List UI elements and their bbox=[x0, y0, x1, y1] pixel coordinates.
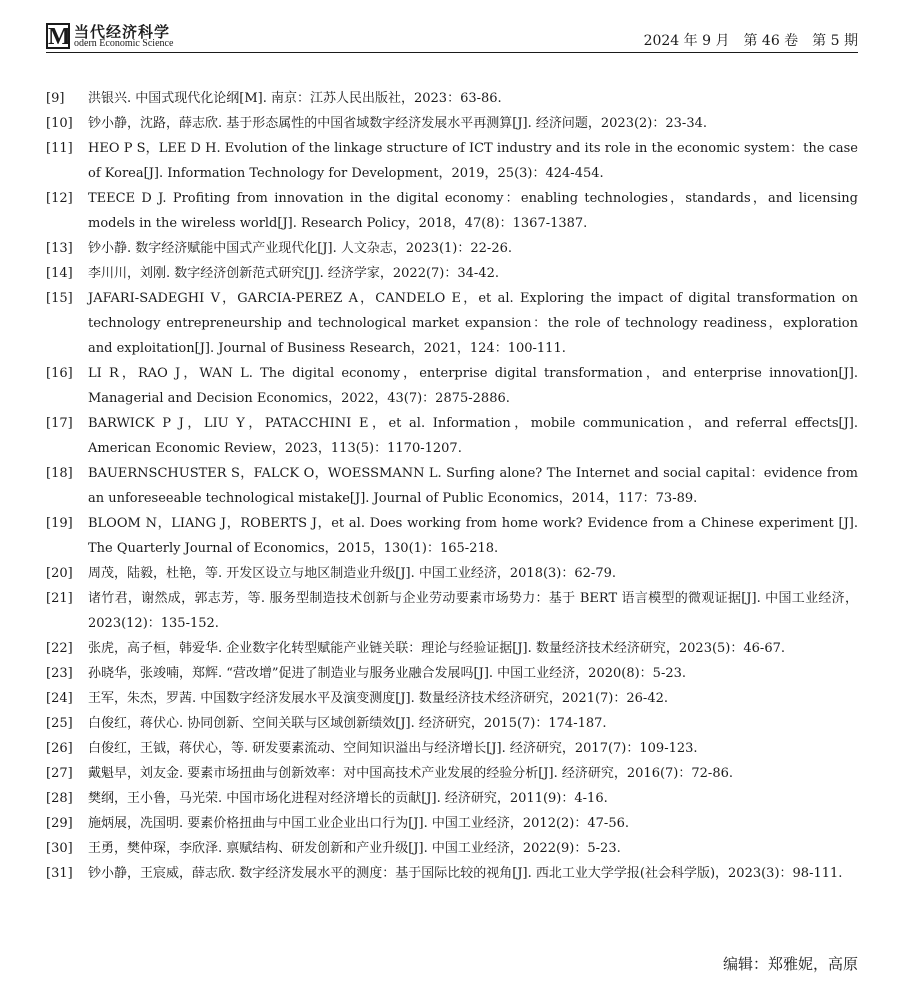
reference-text: 钞小静，王宸威，薛志欣. 数字经济发展水平的测度：基于国际比较的视角[J]. 西北工业大学学报(社会科学版)，2023(3)：98-111. bbox=[88, 866, 843, 881]
logo-letter: M bbox=[48, 24, 71, 50]
reference-item bbox=[46, 711, 858, 736]
reference-number: [21] bbox=[46, 591, 73, 606]
reference-text: 洪银兴. 中国式现代化论纲[M]. 南京：江苏人民出版社，2023：63-86. bbox=[88, 91, 502, 106]
reference-number: [31] bbox=[46, 866, 73, 881]
reference-text: 戴魁早，刘友金. 要素市场扭曲与创新效率：对中国高技术产业发展的经验分析[J]. 经济研究，2016(7)：72-86. bbox=[88, 766, 733, 781]
reference-text: 张虎，高子桓，韩爱华. 企业数字化转型赋能产业链关联：理论与经验证据[J]. 数量经济技术经济研究，2023(5)：46-67. bbox=[88, 641, 785, 656]
reference-item bbox=[46, 286, 858, 361]
reference-item bbox=[46, 861, 858, 886]
reference-number: [17] bbox=[46, 416, 73, 431]
reference-number: [23] bbox=[46, 666, 73, 681]
reference-item bbox=[46, 461, 858, 511]
reference-text: HEO P S，LEE D H. Evolution of the linkage structure of ICT industry and its role in the economic system：the case of Korea[J]. Information Technology for Development，2019，25(3)：424-454. bbox=[88, 141, 858, 181]
reference-number: [30] bbox=[46, 841, 73, 856]
reference-number: [18] bbox=[46, 466, 73, 481]
reference-text: 白俊红，王钺，蒋伏心，等. 研发要素流动、空间知识溢出与经济增长[J]. 经济研究，2017(7)：109-123. bbox=[88, 741, 698, 756]
reference-text: 孙晓华，张竣喃，郑辉. “营改增”促进了制造业与服务业融合发展吗[J]. 中国工业经济，2020(8)：5-23. bbox=[88, 666, 687, 681]
reference-item bbox=[46, 786, 858, 811]
issue-info: 2024 年 9 月 第 46 卷 第 5 期 bbox=[643, 33, 858, 49]
reference-number: [16] bbox=[46, 366, 73, 381]
reference-text: LI R，RAO J，WAN L. The digital economy，enterprise digital transformation，and enterprise innovation[J]. Managerial and Decision Economics，2022，43(7)：2875-2886. bbox=[88, 366, 858, 406]
reference-item bbox=[46, 586, 858, 636]
reference-item bbox=[46, 186, 858, 236]
reference-number: [20] bbox=[46, 566, 73, 581]
reference-text: TEECE D J. Profiting from innovation in the digital economy：enabling technologies，standards，and licensing models in the wireless world[J]. Research Policy，2018，47(8)：1367-1387. bbox=[88, 191, 858, 231]
reference-item bbox=[46, 136, 858, 186]
reference-item bbox=[46, 411, 858, 461]
reference-item bbox=[46, 561, 858, 586]
reference-item bbox=[46, 811, 858, 836]
reference-text: 樊纲，王小鲁，马光荣. 中国市场化进程对经济增长的贡献[J]. 经济研究，2011(9)：4-16. bbox=[88, 791, 608, 806]
reference-number: [10] bbox=[46, 116, 73, 131]
reference-number: [9] bbox=[46, 91, 65, 106]
reference-number: [28] bbox=[46, 791, 73, 806]
header-rule bbox=[46, 52, 858, 53]
reference-item bbox=[46, 361, 858, 411]
reference-text: 王勇，樊仲琛，李欣泽. 禀赋结构、研发创新和产业升级[J]. 中国工业经济，2022(9)：5-23. bbox=[88, 841, 621, 856]
reference-list bbox=[46, 86, 858, 886]
reference-item bbox=[46, 636, 858, 661]
reference-number: [11] bbox=[46, 141, 73, 156]
reference-text: 钞小静. 数字经济赋能中国式产业现代化[J]. 人文杂志，2023(1)：22-26. bbox=[88, 241, 512, 256]
reference-item bbox=[46, 511, 858, 561]
reference-text: BARWICK P J，LIU Y，PATACCHINI E，et al. Information，mobile communication，and referral effects[J]. American Economic Review，2023，113(5)：1170-1207. bbox=[88, 416, 858, 456]
reference-text: 钞小静，沈路，薛志欣. 基于形态属性的中国省域数字经济发展水平再测算[J]. 经济问题，2023(2)：23-34. bbox=[88, 116, 707, 131]
reference-item bbox=[46, 236, 858, 261]
reference-item bbox=[46, 761, 858, 786]
reference-text: 李川川，刘刚. 数字经济创新范式研究[J]. 经济学家，2022(7)：34-42. bbox=[88, 266, 499, 281]
reference-item bbox=[46, 661, 858, 686]
reference-text: BLOOM N，LIANG J，ROBERTS J，et al. Does working from home work? Evidence from a Chinese experiment [J]. The Quarterly Journal of Economics，2015，130(1)：165-218. bbox=[88, 516, 858, 556]
reference-number: [22] bbox=[46, 641, 73, 656]
reference-text: BAUERNSCHUSTER S，FALCK O，WOESSMANN L. Surfing alone? The Internet and social capital：evidence from an unforeseeable technological mistake[J]. Journal of Public Economics，2014，117：73-89. bbox=[88, 466, 858, 506]
reference-number: [29] bbox=[46, 816, 73, 831]
reference-item bbox=[46, 261, 858, 286]
reference-text: 周茂，陆毅，杜艳，等. 开发区设立与地区制造业升级[J]. 中国工业经济，2018(3)：62-79. bbox=[88, 566, 616, 581]
reference-item bbox=[46, 86, 858, 111]
reference-number: [13] bbox=[46, 241, 73, 256]
reference-text: JAFARI-SADEGHI V，GARCIA-PEREZ A，CANDELO E，et al. Exploring the impact of digital transformation on technology entrepreneurship and technological market expansion：the role of technology readiness，exploration and exploitation[J]. Journal of Business Research，2021，124：100-111. bbox=[88, 291, 858, 356]
reference-text: 诸竹君，谢然成，郭志芳，等. 服务型制造技术创新与企业劳动要素市场势力：基于 BERT 语言模型的微观证据[J]. 中国工业经济，2023(12)：135-152. bbox=[88, 591, 858, 631]
reference-item bbox=[46, 111, 858, 136]
reference-number: [12] bbox=[46, 191, 73, 206]
reference-number: [15] bbox=[46, 291, 73, 306]
journal-title-en: odern Economic Science bbox=[74, 38, 174, 49]
editor-credit: 编辑：郑雅妮，高原 bbox=[722, 955, 858, 973]
reference-number: [19] bbox=[46, 516, 73, 531]
reference-number: [25] bbox=[46, 716, 73, 731]
reference-number: [24] bbox=[46, 691, 73, 706]
reference-number: [27] bbox=[46, 766, 73, 781]
reference-item bbox=[46, 686, 858, 711]
journal-title-cn: 当代经济科学 bbox=[74, 23, 171, 41]
reference-item bbox=[46, 736, 858, 761]
reference-number: [26] bbox=[46, 741, 73, 756]
reference-item bbox=[46, 836, 858, 861]
page-header bbox=[46, 22, 858, 52]
reference-text: 施炳展，冼国明. 要素价格扭曲与中国工业企业出口行为[J]. 中国工业经济，2012(2)：47-56. bbox=[88, 816, 629, 831]
reference-text: 白俊红，蒋伏心. 协同创新、空间关联与区域创新绩效[J]. 经济研究，2015(7)：174-187. bbox=[88, 716, 607, 731]
reference-text: 王军，朱杰，罗茜. 中国数字经济发展水平及演变测度[J]. 数量经济技术经济研究，2021(7)：26-42. bbox=[88, 691, 668, 706]
reference-number: [14] bbox=[46, 266, 73, 281]
